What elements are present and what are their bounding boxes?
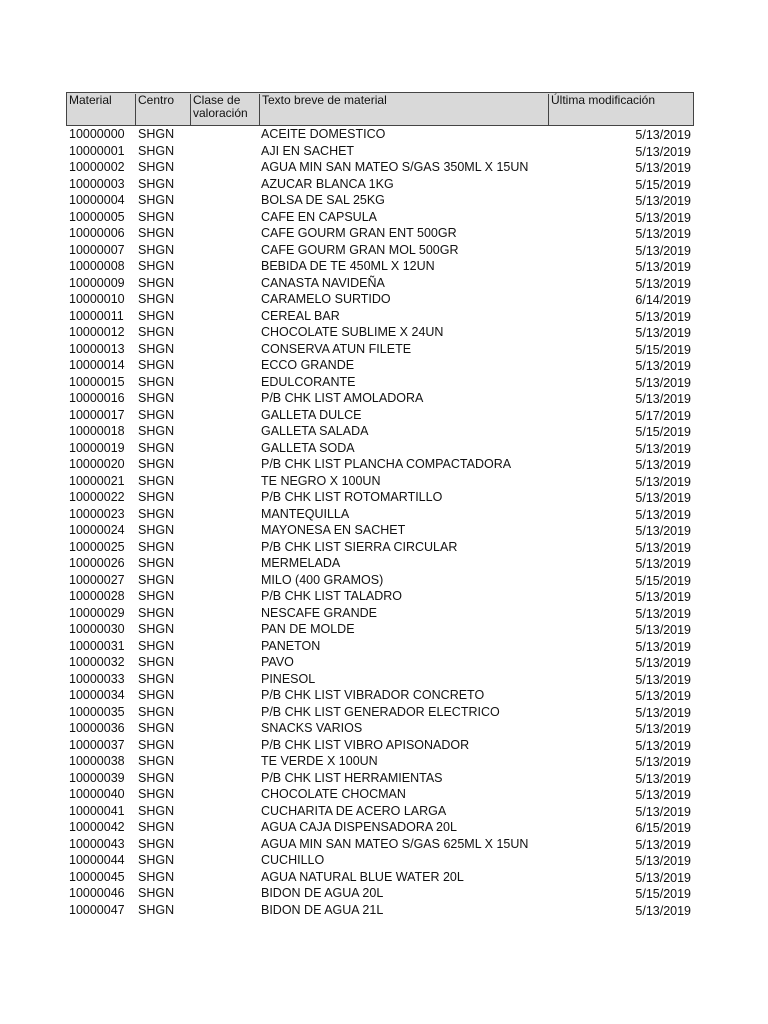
cell-material: 10000016 [69,391,125,405]
cell-centro: SHGN [138,671,175,686]
cell-material: 10000009 [69,275,125,290]
cell-ultima-modificacion: 5/13/2019 [635,128,691,142]
cell-ultima-modificacion: 5/13/2019 [635,491,691,505]
cell-ultima-modificacion: 5/13/2019 [635,722,691,736]
cell-ultima-modificacion: 5/13/2019 [635,144,691,159]
cell-texto-breve: P/B CHK LIST SIERRA CIRCULAR [261,539,458,554]
cell-centro: SHGN [138,160,175,174]
cell-centro: SHGN [138,242,175,257]
cell-centro: SHGN [138,259,175,273]
cell-ultima-modificacion: 5/13/2019 [635,623,691,637]
cell-centro: SHGN [138,374,175,389]
cell-centro: SHGN [138,737,175,752]
cell-centro: SHGN [138,457,175,471]
cell-ultima-modificacion: 5/13/2019 [635,557,691,571]
cell-texto-breve: GALLETA SALADA [261,424,369,438]
cell-material: 10000043 [69,836,125,851]
cell-texto-breve: NESCAFE GRANDE [261,605,377,620]
cell-centro: SHGN [138,902,175,917]
table-row [66,423,694,440]
cell-ultima-modificacion: 5/13/2019 [635,606,691,621]
cell-texto-breve: P/B CHK LIST PLANCHA COMPACTADORA [261,457,512,471]
cell-centro: SHGN [138,424,175,438]
table-row [66,803,694,820]
header-material: Material [69,93,112,107]
cell-ultima-modificacion: 5/13/2019 [635,260,691,274]
cell-ultima-modificacion: 5/13/2019 [635,524,691,538]
cell-ultima-modificacion: 5/15/2019 [635,425,691,439]
cell-centro: SHGN [138,721,175,735]
cell-material: 10000034 [69,688,125,702]
cell-material: 10000032 [69,655,125,669]
table-row [66,126,694,143]
cell-texto-breve: CONSERVA ATUN FILETE [261,341,412,356]
cell-material: 10000026 [69,556,125,570]
table-row [66,605,694,622]
header-clase-valoracion: Clase de valoración [190,94,259,126]
table-row [66,687,694,704]
cell-material: 10000002 [69,160,125,174]
cell-material: 10000037 [69,737,125,752]
cell-material: 10000019 [69,440,125,455]
cell-material: 10000005 [69,209,125,224]
table-row [66,819,694,836]
cell-texto-breve: MAYONESA EN SACHET [261,523,406,537]
cell-material: 10000000 [69,127,125,141]
cell-ultima-modificacion: 5/13/2019 [635,359,691,373]
cell-texto-breve: PANETON [261,638,321,653]
cell-ultima-modificacion: 5/15/2019 [635,887,691,901]
cell-texto-breve: TE VERDE X 100UN [261,754,378,768]
cell-ultima-modificacion: 5/15/2019 [635,177,691,192]
cell-texto-breve: MERMELADA [261,556,341,570]
cell-centro: SHGN [138,886,175,900]
cell-ultima-modificacion: 5/15/2019 [635,573,691,588]
cell-centro: SHGN [138,704,175,719]
cell-material: 10000042 [69,820,125,834]
cell-centro: SHGN [138,490,175,504]
cell-texto-breve: BIDON DE AGUA 20L [261,886,384,900]
cell-material: 10000022 [69,490,125,504]
cell-centro: SHGN [138,308,175,323]
cell-texto-breve: CUCHARITA DE ACERO LARGA [261,803,447,818]
cell-material: 10000020 [69,457,125,471]
cell-centro: SHGN [138,523,175,537]
cell-centro: SHGN [138,407,175,422]
cell-centro: SHGN [138,770,175,785]
cell-texto-breve: P/B CHK LIST VIBRADOR CONCRETO [261,688,485,702]
cell-material: 10000024 [69,523,125,537]
cell-ultima-modificacion: 5/13/2019 [635,755,691,769]
table-row [66,852,694,869]
table-row [66,374,694,391]
cell-material: 10000013 [69,341,125,356]
table-row [66,539,694,556]
cell-texto-breve: P/B CHK LIST TALADRO [261,589,403,603]
table-row [66,489,694,506]
table-row [66,786,694,803]
cell-texto-breve: AJI EN SACHET [261,143,355,158]
cell-centro: SHGN [138,655,175,669]
cell-texto-breve: CAFE GOURM GRAN ENT 500GR [261,226,457,240]
cell-ultima-modificacion: 5/13/2019 [635,804,691,819]
cell-ultima-modificacion: 5/13/2019 [635,326,691,340]
table-row [66,588,694,605]
cell-centro: SHGN [138,836,175,851]
cell-texto-breve: AGUA NATURAL BLUE WATER 20L [261,869,464,884]
cell-centro: SHGN [138,556,175,570]
cell-material: 10000015 [69,374,125,389]
cell-ultima-modificacion: 5/13/2019 [635,870,691,885]
cell-centro: SHGN [138,572,175,587]
cell-material: 10000025 [69,539,125,554]
cell-ultima-modificacion: 5/13/2019 [635,590,691,604]
cell-centro: SHGN [138,226,175,240]
cell-texto-breve: CAFE EN CAPSULA [261,209,378,224]
cell-material: 10000027 [69,572,125,587]
table-row [66,159,694,176]
cell-ultima-modificacion: 5/13/2019 [635,194,691,208]
cell-material: 10000038 [69,754,125,768]
cell-ultima-modificacion: 5/13/2019 [635,474,691,489]
cell-centro: SHGN [138,754,175,768]
cell-material: 10000006 [69,226,125,240]
cell-ultima-modificacion: 5/13/2019 [635,738,691,753]
cell-texto-breve: AGUA MIN SAN MATEO S/GAS 625ML X 15UN [261,836,529,851]
table-row [66,704,694,721]
table-row [66,737,694,754]
cell-centro: SHGN [138,275,175,290]
cell-ultima-modificacion: 5/13/2019 [635,672,691,687]
cell-material: 10000008 [69,259,125,273]
table-row [66,390,694,407]
table-row [66,192,694,209]
table-row [66,770,694,787]
cell-material: 10000035 [69,704,125,719]
cell-texto-breve: BOLSA DE SAL 25KG [261,193,385,207]
cell-texto-breve: P/B CHK LIST HERRAMIENTAS [261,770,443,785]
table-row [66,456,694,473]
cell-material: 10000030 [69,622,125,636]
cell-centro: SHGN [138,539,175,554]
table-row [66,555,694,572]
cell-material: 10000039 [69,770,125,785]
cell-ultima-modificacion: 5/13/2019 [635,656,691,670]
cell-texto-breve: CANASTA NAVIDEÑA [261,275,385,290]
header-texto-breve: Texto breve de material [259,94,548,126]
cell-material: 10000012 [69,325,125,339]
cell-texto-breve: CEREAL BAR [261,308,340,323]
cell-ultima-modificacion: 5/13/2019 [635,276,691,291]
cell-material: 10000001 [69,143,125,158]
cell-centro: SHGN [138,638,175,653]
cell-texto-breve: ECCO GRANDE [261,358,355,372]
cell-ultima-modificacion: 5/13/2019 [635,243,691,258]
table-row [66,275,694,292]
table-row [66,225,694,242]
cell-ultima-modificacion: 5/13/2019 [635,854,691,868]
cell-material: 10000010 [69,292,125,306]
cell-centro: SHGN [138,820,175,834]
cell-material: 10000018 [69,424,125,438]
table-body [66,126,694,918]
table-row [66,341,694,358]
cell-texto-breve: ACEITE DOMESTICO [261,127,386,141]
cell-ultima-modificacion: 5/13/2019 [635,788,691,802]
cell-ultima-modificacion: 6/15/2019 [635,821,691,835]
materials-table [66,92,694,918]
cell-material: 10000007 [69,242,125,257]
table-row [66,258,694,275]
table-row [66,242,694,259]
cell-texto-breve: EDULCORANTE [261,374,356,389]
cell-texto-breve: BEBIDA DE TE 450ML X 12UN [261,259,435,273]
cell-texto-breve: PINESOL [261,671,316,686]
cell-texto-breve: MANTEQUILLA [261,506,350,521]
cell-ultima-modificacion: 5/13/2019 [635,771,691,786]
cell-centro: SHGN [138,473,175,488]
cell-centro: SHGN [138,143,175,158]
cell-centro: SHGN [138,292,175,306]
table-row [66,473,694,490]
table-row [66,885,694,902]
cell-ultima-modificacion: 5/13/2019 [635,540,691,555]
table-row [66,522,694,539]
cell-centro: SHGN [138,589,175,603]
cell-centro: SHGN [138,803,175,818]
table-row [66,869,694,886]
cell-texto-breve: CAFE GOURM GRAN MOL 500GR [261,242,459,257]
cell-material: 10000047 [69,902,125,917]
table-row [66,506,694,523]
cell-texto-breve: CARAMELO SURTIDO [261,292,391,306]
cell-centro: SHGN [138,358,175,372]
cell-centro: SHGN [138,440,175,455]
cell-material: 10000004 [69,193,125,207]
cell-texto-breve: P/B CHK LIST GENERADOR ELECTRICO [261,704,500,719]
cell-texto-breve: BIDON DE AGUA 21L [261,902,384,917]
table-row [66,176,694,193]
cell-material: 10000041 [69,803,125,818]
cell-texto-breve: P/B CHK LIST ROTOMARTILLO [261,490,443,504]
cell-centro: SHGN [138,209,175,224]
cell-material: 10000011 [69,308,124,323]
cell-texto-breve: AGUA MIN SAN MATEO S/GAS 350ML X 15UN [261,160,529,174]
cell-material: 10000003 [69,176,125,191]
table-row [66,291,694,308]
cell-texto-breve: SNACKS VARIOS [261,721,363,735]
cell-material: 10000021 [69,473,125,488]
table-row [66,407,694,424]
table-row [66,902,694,919]
cell-texto-breve: CUCHILLO [261,853,325,867]
table-row [66,836,694,853]
cell-centro: SHGN [138,176,175,191]
table-row [66,638,694,655]
table-row [66,654,694,671]
cell-texto-breve: GALLETA SODA [261,440,355,455]
cell-centro: SHGN [138,193,175,207]
cell-ultima-modificacion: 5/13/2019 [635,689,691,703]
cell-ultima-modificacion: 5/13/2019 [635,639,691,654]
table-row [66,720,694,737]
cell-ultima-modificacion: 5/13/2019 [635,161,691,175]
cell-material: 10000031 [69,638,125,653]
cell-centro: SHGN [138,622,175,636]
cell-texto-breve: PAVO [261,655,294,669]
table-row [66,308,694,325]
cell-material: 10000044 [69,853,125,867]
cell-texto-breve: CHOCOLATE SUBLIME X 24UN [261,325,444,339]
table-row [66,209,694,226]
cell-texto-breve: AGUA CAJA DISPENSADORA 20L [261,820,457,834]
cell-ultima-modificacion: 5/15/2019 [635,342,691,357]
cell-ultima-modificacion: 5/13/2019 [635,375,691,390]
cell-ultima-modificacion: 5/13/2019 [635,507,691,522]
cell-centro: SHGN [138,869,175,884]
table-row [66,753,694,770]
cell-texto-breve: GALLETA DULCE [261,407,362,422]
cell-centro: SHGN [138,506,175,521]
cell-ultima-modificacion: 5/13/2019 [635,837,691,852]
cell-centro: SHGN [138,787,175,801]
cell-texto-breve: P/B CHK LIST AMOLADORA [261,391,424,405]
cell-ultima-modificacion: 5/13/2019 [635,210,691,225]
header-ultima-modificacion: Última modificación [548,94,694,126]
cell-ultima-modificacion: 5/13/2019 [635,705,691,720]
cell-material: 10000040 [69,787,125,801]
table-header [66,92,694,126]
cell-texto-breve: CHOCOLATE CHOCMAN [261,787,406,801]
cell-material: 10000033 [69,671,125,686]
cell-centro: SHGN [138,341,175,356]
cell-ultima-modificacion: 5/13/2019 [635,309,691,324]
cell-ultima-modificacion: 5/13/2019 [635,392,691,406]
cell-ultima-modificacion: 5/13/2019 [635,441,691,456]
cell-material: 10000036 [69,721,125,735]
cell-ultima-modificacion: 6/14/2019 [635,293,691,307]
table-row [66,621,694,638]
cell-texto-breve: AZUCAR BLANCA 1KG [261,176,394,191]
cell-ultima-modificacion: 5/13/2019 [635,458,691,472]
cell-material: 10000014 [69,358,125,372]
cell-centro: SHGN [138,325,175,339]
cell-centro: SHGN [138,391,175,405]
cell-texto-breve: MILO (400 GRAMOS) [261,572,384,587]
table-row [66,671,694,688]
cell-centro: SHGN [138,853,175,867]
cell-ultima-modificacion: 5/17/2019 [635,408,691,423]
cell-texto-breve: P/B CHK LIST VIBRO APISONADOR [261,737,470,752]
table-row [66,143,694,160]
cell-ultima-modificacion: 5/13/2019 [635,227,691,241]
cell-material: 10000045 [69,869,125,884]
cell-ultima-modificacion: 5/13/2019 [635,903,691,918]
cell-texto-breve: PAN DE MOLDE [261,622,355,636]
cell-material: 10000029 [69,605,125,620]
cell-texto-breve: TE NEGRO X 100UN [261,473,381,488]
table-row [66,357,694,374]
cell-centro: SHGN [138,688,175,702]
cell-material: 10000028 [69,589,125,603]
table-row [66,324,694,341]
table-row [66,572,694,589]
cell-centro: SHGN [138,605,175,620]
cell-material: 10000023 [69,506,125,521]
cell-centro: SHGN [138,127,175,141]
cell-material: 10000046 [69,886,125,900]
cell-material: 10000017 [69,407,125,422]
header-centro: Centro [135,94,190,126]
table-row [66,440,694,457]
